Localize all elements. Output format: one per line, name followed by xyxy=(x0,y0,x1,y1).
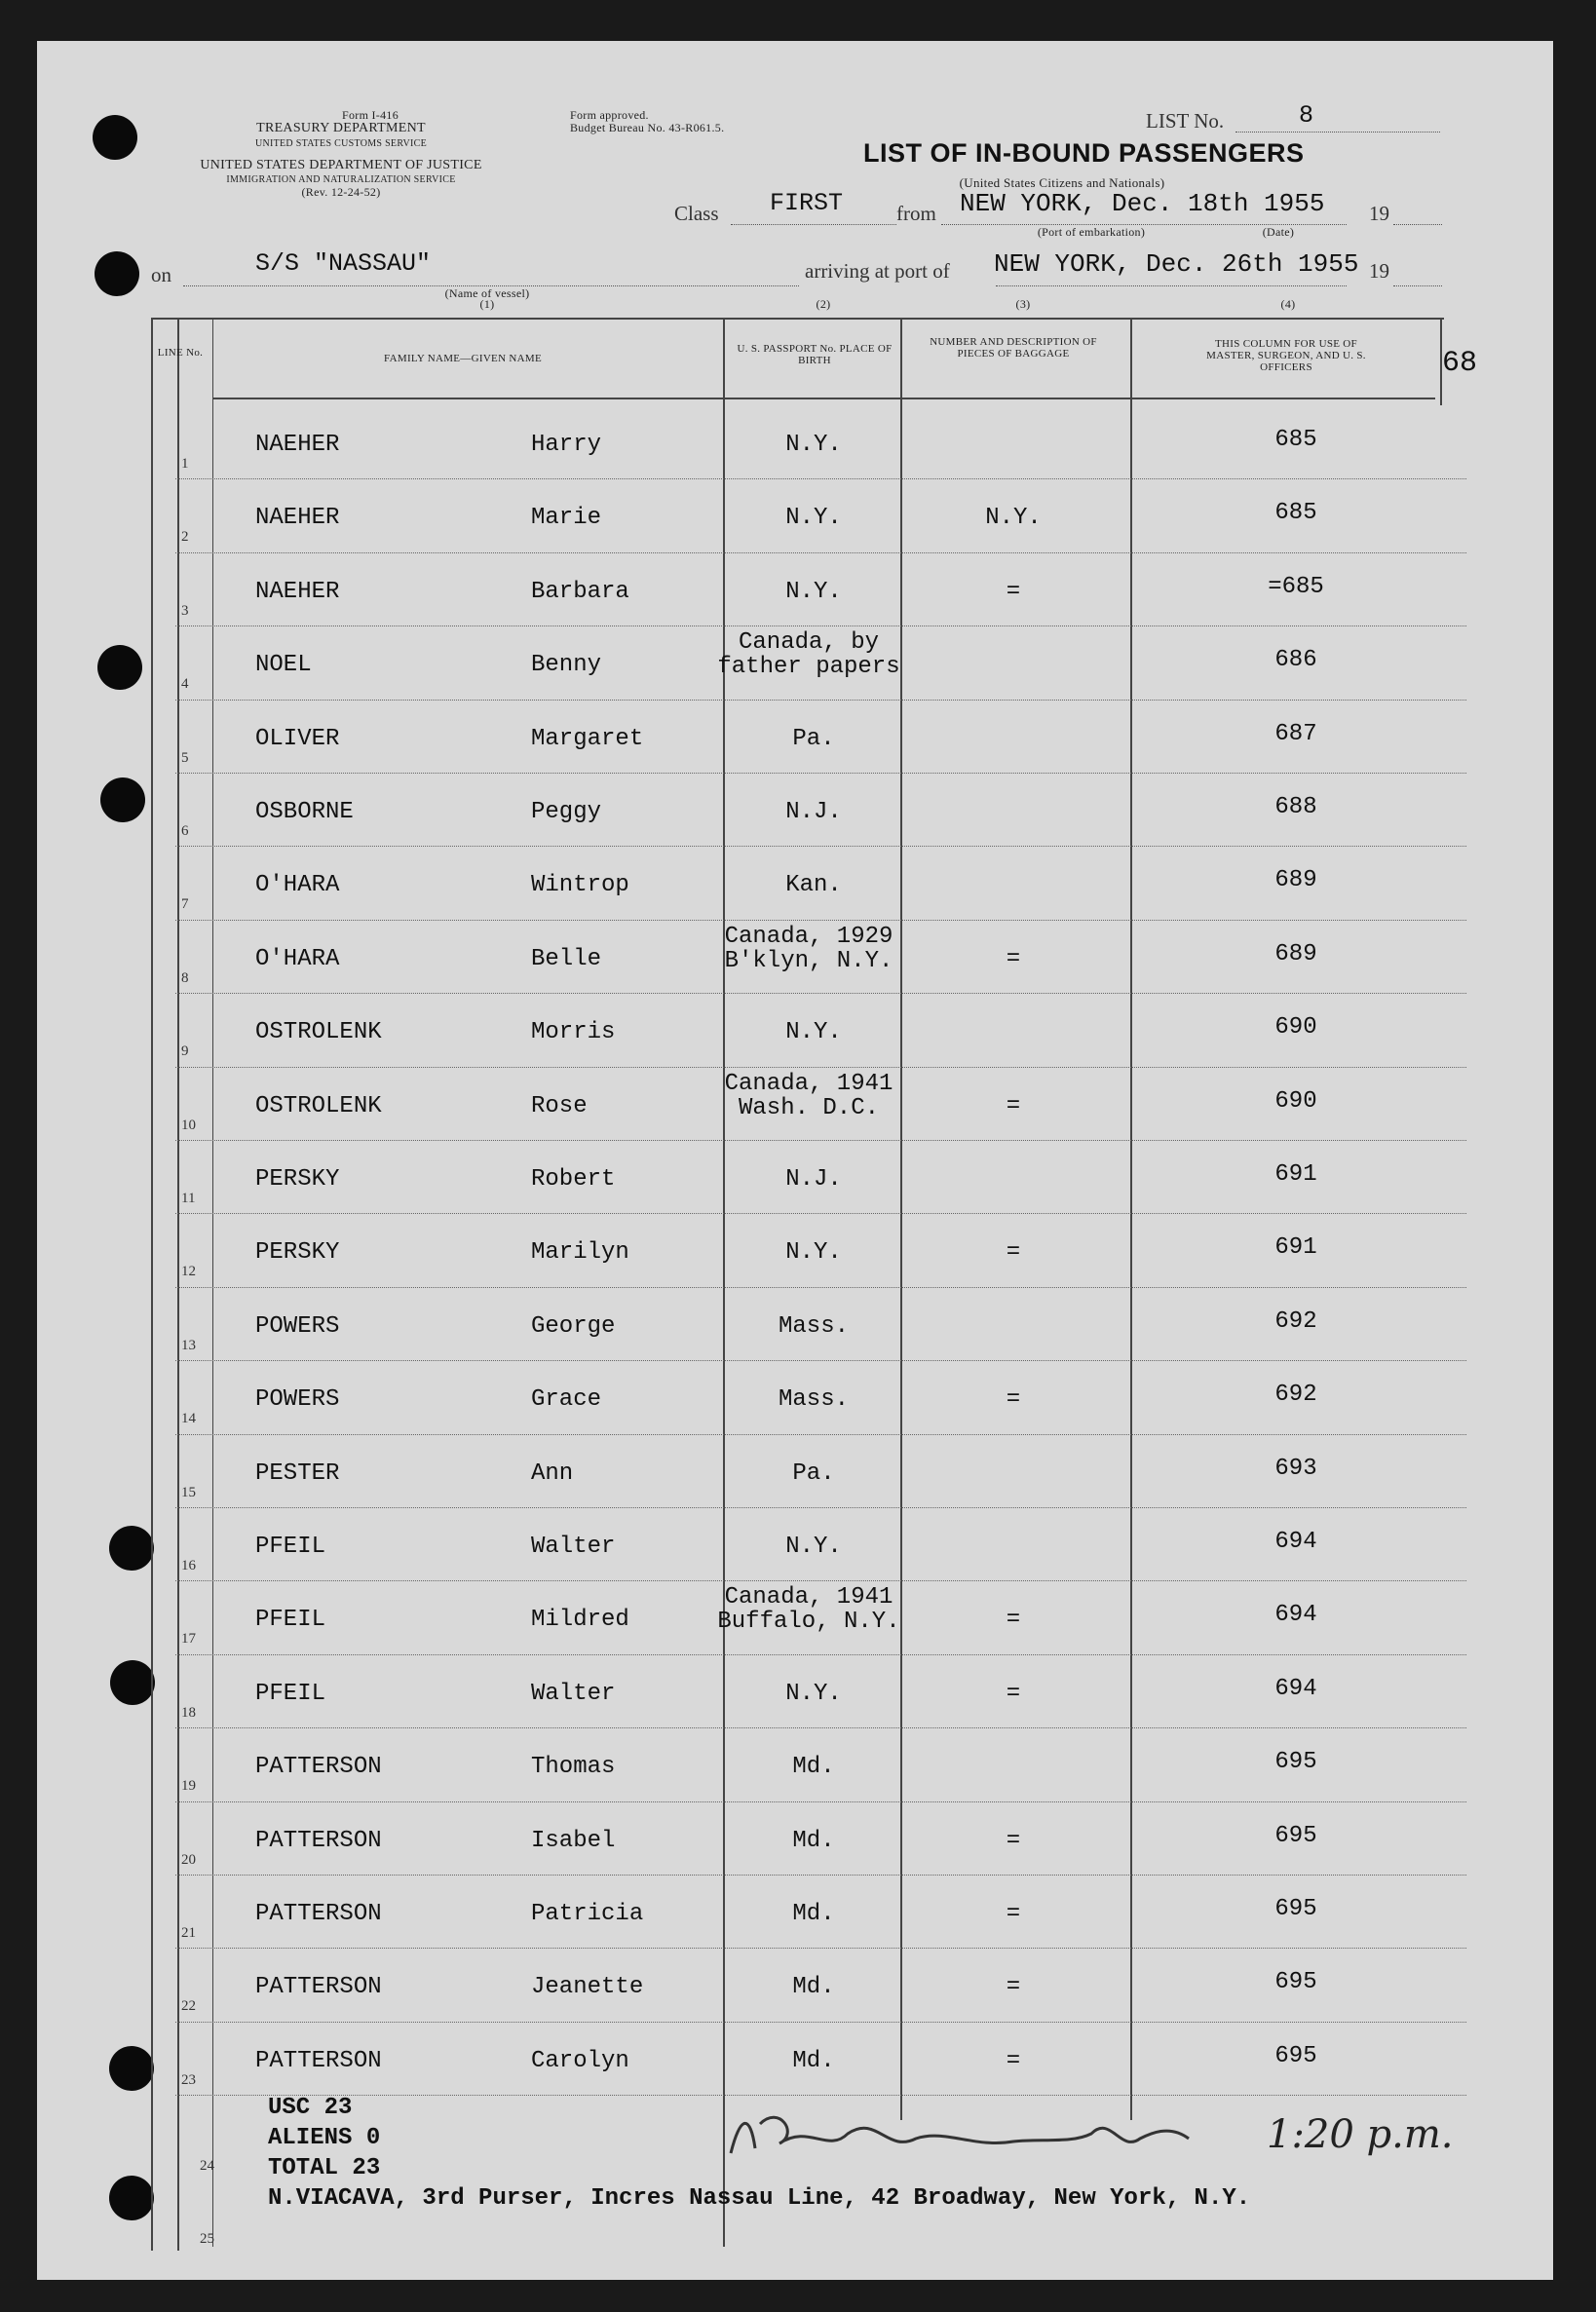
row-divider xyxy=(175,773,1466,774)
baggage: = xyxy=(1006,945,1021,972)
arriving-value: NEW YORK, Dec. 26th 1955 xyxy=(994,249,1359,279)
given-name: Isabel xyxy=(531,1827,616,1854)
given-name: Wintrop xyxy=(531,872,629,899)
place-of-birth: N.Y. xyxy=(785,1680,842,1707)
year-suffix: 19 xyxy=(1369,202,1389,225)
baggage: N.Y. xyxy=(985,505,1042,532)
officer-number: 694 xyxy=(1274,1529,1317,1555)
officer-number: 688 xyxy=(1274,794,1317,820)
place-of-birth: N.Y. xyxy=(785,432,842,458)
row-divider xyxy=(175,1360,1466,1361)
line-number: 24 xyxy=(200,2158,214,2174)
row-divider xyxy=(175,993,1466,994)
document-sheet xyxy=(37,41,1553,2280)
form-approved: Form approved. xyxy=(570,108,649,122)
given-name: Peggy xyxy=(531,799,602,825)
line-number: 21 xyxy=(181,1925,196,1941)
line-number: 12 xyxy=(181,1264,196,1280)
row-divider xyxy=(175,625,1466,626)
form-revision: (Rev. 12-24-52) xyxy=(301,185,381,199)
place-of-birth: Md. xyxy=(792,1827,835,1854)
place-of-birth: N.Y. xyxy=(785,1239,842,1267)
punch-hole xyxy=(110,1660,155,1705)
given-name: Thomas xyxy=(531,1754,616,1781)
grand-total: TOTAL 23 xyxy=(268,2155,381,2181)
line-number: 17 xyxy=(181,1631,196,1648)
line-number: 5 xyxy=(181,749,189,766)
column-1-number: (1) xyxy=(479,297,495,311)
arriving-label: arriving at port of xyxy=(805,259,950,283)
column-header-passport: U. S. PASSPORT No. PLACE OF BIRTH xyxy=(737,343,893,366)
family-name: PESTER xyxy=(255,1459,340,1487)
family-name: O'HARA xyxy=(255,872,340,899)
given-name: Jeanette xyxy=(531,1974,644,2001)
line-number: 10 xyxy=(181,1117,196,1133)
place-of-birth: Pa. xyxy=(792,725,835,752)
given-name: Margaret xyxy=(531,725,644,752)
port-caption: (Port of embarkation) xyxy=(1037,225,1146,239)
row-divider xyxy=(175,1067,1466,1068)
place-of-birth: N.Y. xyxy=(785,1534,842,1560)
place-of-birth: Mass. xyxy=(778,1312,849,1340)
baggage: = xyxy=(1006,1827,1021,1854)
row-divider xyxy=(175,1875,1466,1876)
column-4-number: (4) xyxy=(1280,297,1296,311)
page-subtitle: (United States Citizens and Nationals) xyxy=(959,175,1165,190)
row-divider xyxy=(175,1507,1466,1508)
line-number: 23 xyxy=(181,2071,196,2088)
line-number: 20 xyxy=(181,1851,196,1868)
place-of-birth: Canada, 1941 xyxy=(724,1584,893,1611)
given-name: Carolyn xyxy=(531,2047,629,2074)
given-name: Marie xyxy=(531,505,602,532)
place-of-birth: Kan. xyxy=(785,872,842,899)
class-value: FIRST xyxy=(770,189,844,217)
row-divider xyxy=(175,1654,1466,1655)
family-name: O'HARA xyxy=(255,945,340,972)
baggage: = xyxy=(1006,1386,1021,1414)
row-divider xyxy=(175,1434,1466,1435)
officer-number: 694 xyxy=(1274,1602,1317,1629)
line-number: 7 xyxy=(181,896,189,913)
officer-number: 689 xyxy=(1274,940,1317,967)
given-name: Harry xyxy=(531,432,602,458)
row-divider xyxy=(175,1213,1466,1214)
line-number: 22 xyxy=(181,1998,196,2015)
row-divider xyxy=(175,1287,1466,1288)
officer-number: 695 xyxy=(1274,2042,1317,2069)
place-of-birth: Canada, 1941 xyxy=(724,1070,893,1097)
row-divider xyxy=(175,700,1466,701)
family-name: PERSKY xyxy=(255,1239,340,1267)
line-number: 13 xyxy=(181,1337,196,1353)
given-name: Benny xyxy=(531,652,602,679)
punch-hole xyxy=(109,1526,154,1571)
baggage: = xyxy=(1006,2047,1021,2074)
officer-number: 695 xyxy=(1274,1896,1317,1922)
given-name: Rose xyxy=(531,1092,588,1119)
vessel-caption: (Name of vessel) xyxy=(444,286,530,300)
punch-hole xyxy=(109,2046,154,2091)
place-of-birth-detail: father papers xyxy=(717,654,900,681)
family-name: PATTERSON xyxy=(255,1901,382,1927)
column-3-number: (3) xyxy=(1015,297,1031,311)
family-name: PATTERSON xyxy=(255,2047,382,2074)
baggage: = xyxy=(1006,1092,1021,1119)
family-name: NAEHER xyxy=(255,432,340,458)
aliens-total: ALIENS 0 xyxy=(268,2125,381,2151)
given-name: Belle xyxy=(531,945,602,972)
arrival-time: 1:20 p.m. xyxy=(1267,2112,1454,2157)
row-divider xyxy=(175,478,1466,479)
family-name: NAEHER xyxy=(255,578,340,605)
from-value: NEW YORK, Dec. 18th 1955 xyxy=(960,189,1325,218)
row-divider xyxy=(175,1140,1466,1141)
baggage: = xyxy=(1006,578,1021,605)
place-of-birth: Canada, 1929 xyxy=(724,923,893,950)
officer-number: 692 xyxy=(1274,1382,1317,1409)
given-name: Walter xyxy=(531,1534,616,1560)
given-name: Robert xyxy=(531,1166,616,1193)
row-divider xyxy=(175,1727,1466,1728)
given-name: Grace xyxy=(531,1386,602,1414)
officer-number: 695 xyxy=(1274,1969,1317,1996)
row-divider xyxy=(175,846,1466,847)
officer-number: 690 xyxy=(1274,1014,1317,1042)
officer-number: =685 xyxy=(1268,573,1324,600)
family-name: NAEHER xyxy=(255,505,340,532)
place-of-birth-detail: Buffalo, N.Y. xyxy=(717,1609,900,1636)
officer-number: 692 xyxy=(1274,1308,1317,1335)
given-name: Patricia xyxy=(531,1901,644,1927)
baggage: = xyxy=(1006,1607,1021,1634)
row-divider xyxy=(175,2022,1466,2023)
page-title: LIST OF IN-BOUND PASSENGERS xyxy=(863,138,1305,168)
family-name: OLIVER xyxy=(255,725,340,752)
treasury-department: TREASURY DEPARTMENT xyxy=(256,121,426,135)
line-number: 9 xyxy=(181,1043,189,1060)
line-number: 6 xyxy=(181,823,189,839)
place-of-birth: N.Y. xyxy=(785,578,842,605)
family-name: PATTERSON xyxy=(255,1974,382,2001)
line-number: 3 xyxy=(181,602,189,619)
place-of-birth: Md. xyxy=(792,1901,835,1927)
family-name: POWERS xyxy=(255,1312,340,1340)
officer-number: 686 xyxy=(1274,647,1317,674)
place-of-birth: Md. xyxy=(792,2047,835,2074)
budget-bureau: Budget Bureau No. 43-R061.5. xyxy=(570,121,725,134)
family-name: OSTROLENK xyxy=(255,1019,382,1046)
line-number: 18 xyxy=(181,1704,196,1721)
line-number: 4 xyxy=(181,676,189,693)
usc-total: USC 23 xyxy=(268,2095,353,2121)
column-header-line: LINE No. xyxy=(157,347,204,359)
place-of-birth: Pa. xyxy=(792,1459,835,1487)
baggage: = xyxy=(1006,1680,1021,1707)
family-name: PATTERSON xyxy=(255,1827,382,1854)
line-number: 1 xyxy=(181,456,189,472)
place-of-birth: Canada, by xyxy=(738,629,880,657)
family-name: PATTERSON xyxy=(255,1754,382,1781)
officer-number: 689 xyxy=(1274,867,1317,894)
page-number: 68 xyxy=(1442,347,1478,380)
officer-number: 691 xyxy=(1274,1234,1317,1262)
row-divider xyxy=(175,920,1466,921)
given-name: Mildred xyxy=(531,1607,629,1634)
line-number: 2 xyxy=(181,529,189,546)
family-name: PFEIL xyxy=(255,1534,326,1560)
line-number: 11 xyxy=(181,1191,196,1206)
row-divider xyxy=(175,552,1466,553)
punch-hole xyxy=(95,251,139,296)
family-name: PFEIL xyxy=(255,1607,326,1634)
punch-hole xyxy=(109,2176,154,2220)
handwritten-signature xyxy=(721,2095,1208,2173)
row-divider xyxy=(175,1948,1466,1949)
given-name: Ann xyxy=(531,1459,574,1487)
punch-hole xyxy=(97,645,142,690)
column-header-baggage: NUMBER AND DESCRIPTION OF PIECES OF BAGGAGE xyxy=(930,336,1097,360)
place-of-birth-detail: B'klyn, N.Y. xyxy=(724,947,893,974)
row-divider xyxy=(175,1801,1466,1802)
column-header-officers: THIS COLUMN FOR USE OF MASTER, SURGEON, AND U. S. OFFICERS xyxy=(1206,338,1366,373)
family-name: PFEIL xyxy=(255,1680,326,1707)
place-of-birth: Md. xyxy=(792,1754,835,1781)
line-number: 8 xyxy=(181,969,189,986)
line-number: 14 xyxy=(181,1411,196,1427)
vessel-name: S/S "NASSAU" xyxy=(255,249,432,278)
given-name: George xyxy=(531,1312,616,1340)
date-caption: (Date) xyxy=(1262,225,1295,239)
form-number: Form I-416 xyxy=(342,108,399,122)
list-number-label: LIST No. xyxy=(1146,109,1225,133)
officer-number: 691 xyxy=(1274,1161,1317,1188)
officer-number: 685 xyxy=(1274,500,1317,527)
given-name: Walter xyxy=(531,1680,616,1707)
immigration-service: IMMIGRATION AND NATURALIZATION SERVICE xyxy=(226,174,456,185)
officer-number: 690 xyxy=(1274,1087,1317,1115)
class-label: Class xyxy=(674,202,719,225)
family-name: POWERS xyxy=(255,1386,340,1414)
purser-signature-line: N.VIACAVA, 3rd Purser, Incres Nassau Line, 42 Broadway, New York, N.Y. xyxy=(268,2185,1251,2212)
given-name: Morris xyxy=(531,1019,616,1046)
officer-number: 687 xyxy=(1274,720,1317,747)
column-2-number: (2) xyxy=(816,297,831,311)
line-number: 25 xyxy=(200,2231,214,2247)
place-of-birth: N.Y. xyxy=(785,1019,842,1046)
row-divider xyxy=(175,1580,1466,1581)
place-of-birth: N.Y. xyxy=(785,505,842,532)
from-label: from xyxy=(896,202,936,225)
place-of-birth: N.J. xyxy=(785,1166,842,1193)
family-name: PERSKY xyxy=(255,1166,340,1193)
department-of-justice: UNITED STATES DEPARTMENT OF JUSTICE xyxy=(200,158,482,172)
column-header-name: FAMILY NAME—GIVEN NAME xyxy=(384,353,542,364)
line-number: 16 xyxy=(181,1558,196,1573)
given-name: Marilyn xyxy=(531,1239,629,1267)
line-number: 19 xyxy=(181,1778,196,1795)
officer-number: 694 xyxy=(1274,1675,1317,1702)
list-number-value: 8 xyxy=(1299,101,1314,130)
family-name: NOEL xyxy=(255,652,312,679)
baggage: = xyxy=(1006,1901,1021,1927)
officer-number: 693 xyxy=(1274,1455,1317,1482)
officer-number: 685 xyxy=(1274,427,1317,453)
place-of-birth: Md. xyxy=(792,1974,835,2001)
baggage: = xyxy=(1006,1974,1021,2001)
baggage: = xyxy=(1006,1239,1021,1267)
place-of-birth: N.J. xyxy=(785,799,842,825)
on-label: on xyxy=(151,263,171,286)
officer-number: 695 xyxy=(1274,1749,1317,1776)
punch-hole xyxy=(100,777,145,822)
customs-service: UNITED STATES CUSTOMS SERVICE xyxy=(254,138,428,149)
given-name: Barbara xyxy=(531,578,629,605)
family-name: OSTROLENK xyxy=(255,1092,382,1119)
year-suffix-2: 19 xyxy=(1369,259,1389,283)
line-number: 15 xyxy=(181,1484,196,1500)
place-of-birth: Mass. xyxy=(778,1386,849,1414)
place-of-birth-detail: Wash. D.C. xyxy=(738,1094,880,1121)
punch-hole xyxy=(93,115,137,160)
officer-number: 695 xyxy=(1274,1822,1317,1849)
family-name: OSBORNE xyxy=(255,799,354,825)
